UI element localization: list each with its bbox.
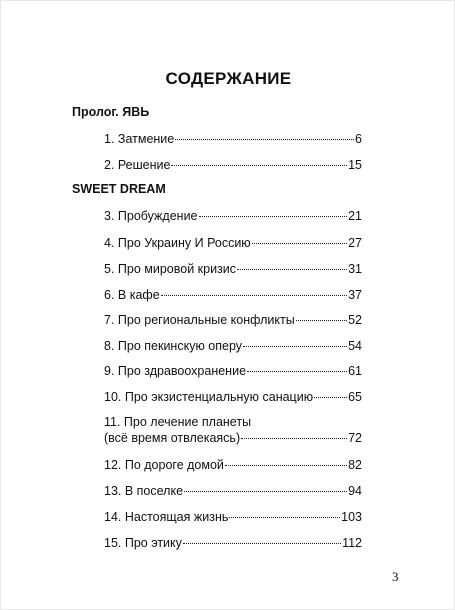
dot-leader: [199, 216, 348, 217]
toc-entry-page: 72: [348, 431, 362, 445]
toc-entry: [104, 261, 362, 277]
toc-entry-label-continued: (всё время отвлекаясь): [104, 431, 241, 445]
toc-entry-page: 31: [348, 262, 362, 276]
toc-entry: [104, 363, 362, 379]
toc-entry: [104, 157, 362, 173]
dot-leader: [243, 346, 347, 347]
toc-entry: [104, 235, 362, 251]
toc-entry-label: 11. Про лечение планеты: [104, 415, 252, 429]
toc-entry-page: 82: [348, 458, 362, 472]
toc-entry: [104, 509, 362, 525]
toc-entry-page: 54: [348, 339, 362, 353]
toc-entry: [104, 338, 362, 354]
dot-leader: [225, 465, 347, 466]
dot-leader: [237, 269, 347, 270]
toc-entry: [104, 414, 362, 446]
page-number: 3: [392, 569, 399, 584]
toc-entry: [104, 131, 362, 147]
dot-leader: [171, 165, 347, 166]
toc-entry-label: 14. Настоящая жизнь: [104, 510, 229, 524]
toc-entry-label: 7. Про региональные конфликты: [104, 313, 295, 327]
toc-entry-page: 21: [348, 209, 362, 223]
toc-entry: [104, 208, 362, 224]
toc-entry-page: 65: [348, 390, 362, 404]
toc-entry-label: 3. Пробуждение: [104, 209, 198, 223]
toc-entry-page: 6: [355, 132, 362, 146]
toc-entry-page: 27: [348, 236, 362, 250]
toc-entry: [104, 535, 362, 551]
toc-entry-label: 15. Про этику: [104, 536, 182, 550]
toc-entry-label: 2. Решение: [104, 158, 171, 172]
toc-entry-label: 13. В поселке: [104, 484, 184, 498]
toc-entry: [104, 483, 362, 499]
section-heading-prologue: Пролог. ЯВЬ: [72, 105, 150, 119]
toc-entry-label: 5. Про мировой кризис: [104, 262, 237, 276]
dot-leader: [296, 320, 347, 321]
dot-leader: [184, 491, 347, 492]
contents-title: СОДЕРЖАНИЕ: [165, 69, 292, 88]
toc-entry-label: 8. Про пекинскую оперу: [104, 339, 243, 353]
toc-entry-page: 61: [348, 364, 362, 378]
toc-entry-page: 37: [348, 288, 362, 302]
toc-entry: [104, 312, 362, 328]
toc-entry-label: 10. Про экзистенциальную санацию: [104, 390, 314, 404]
dot-leader: [161, 295, 347, 296]
toc-entry-label: 6. В кафе: [104, 288, 160, 302]
toc-entry-page: 103: [341, 510, 362, 524]
toc-entry-label: 4. Про Украину И Россию: [104, 236, 251, 250]
section-heading-sweet-dream: SWEET DREAM: [72, 182, 166, 196]
dot-leader: [314, 397, 347, 398]
toc-entry: [104, 287, 362, 303]
dot-leader: [229, 517, 340, 518]
toc-entry-label: 12. По дороге домой: [104, 458, 224, 472]
toc-entry-label: 1. Затмение: [104, 132, 175, 146]
toc-entry: [104, 389, 362, 405]
toc-entry-page: 52: [348, 313, 362, 327]
toc-entry: [104, 457, 362, 473]
toc-entry-page: 112: [342, 536, 362, 550]
dot-leader: [252, 243, 347, 244]
toc-entry-label: 9. Про здравоохранение: [104, 364, 247, 378]
dot-leader: [183, 543, 341, 544]
toc-entry-page: 15: [348, 158, 362, 172]
dot-leader: [247, 371, 347, 372]
toc-entry-page: 94: [348, 484, 362, 498]
dot-leader: [175, 139, 354, 140]
dot-leader: [241, 438, 347, 439]
